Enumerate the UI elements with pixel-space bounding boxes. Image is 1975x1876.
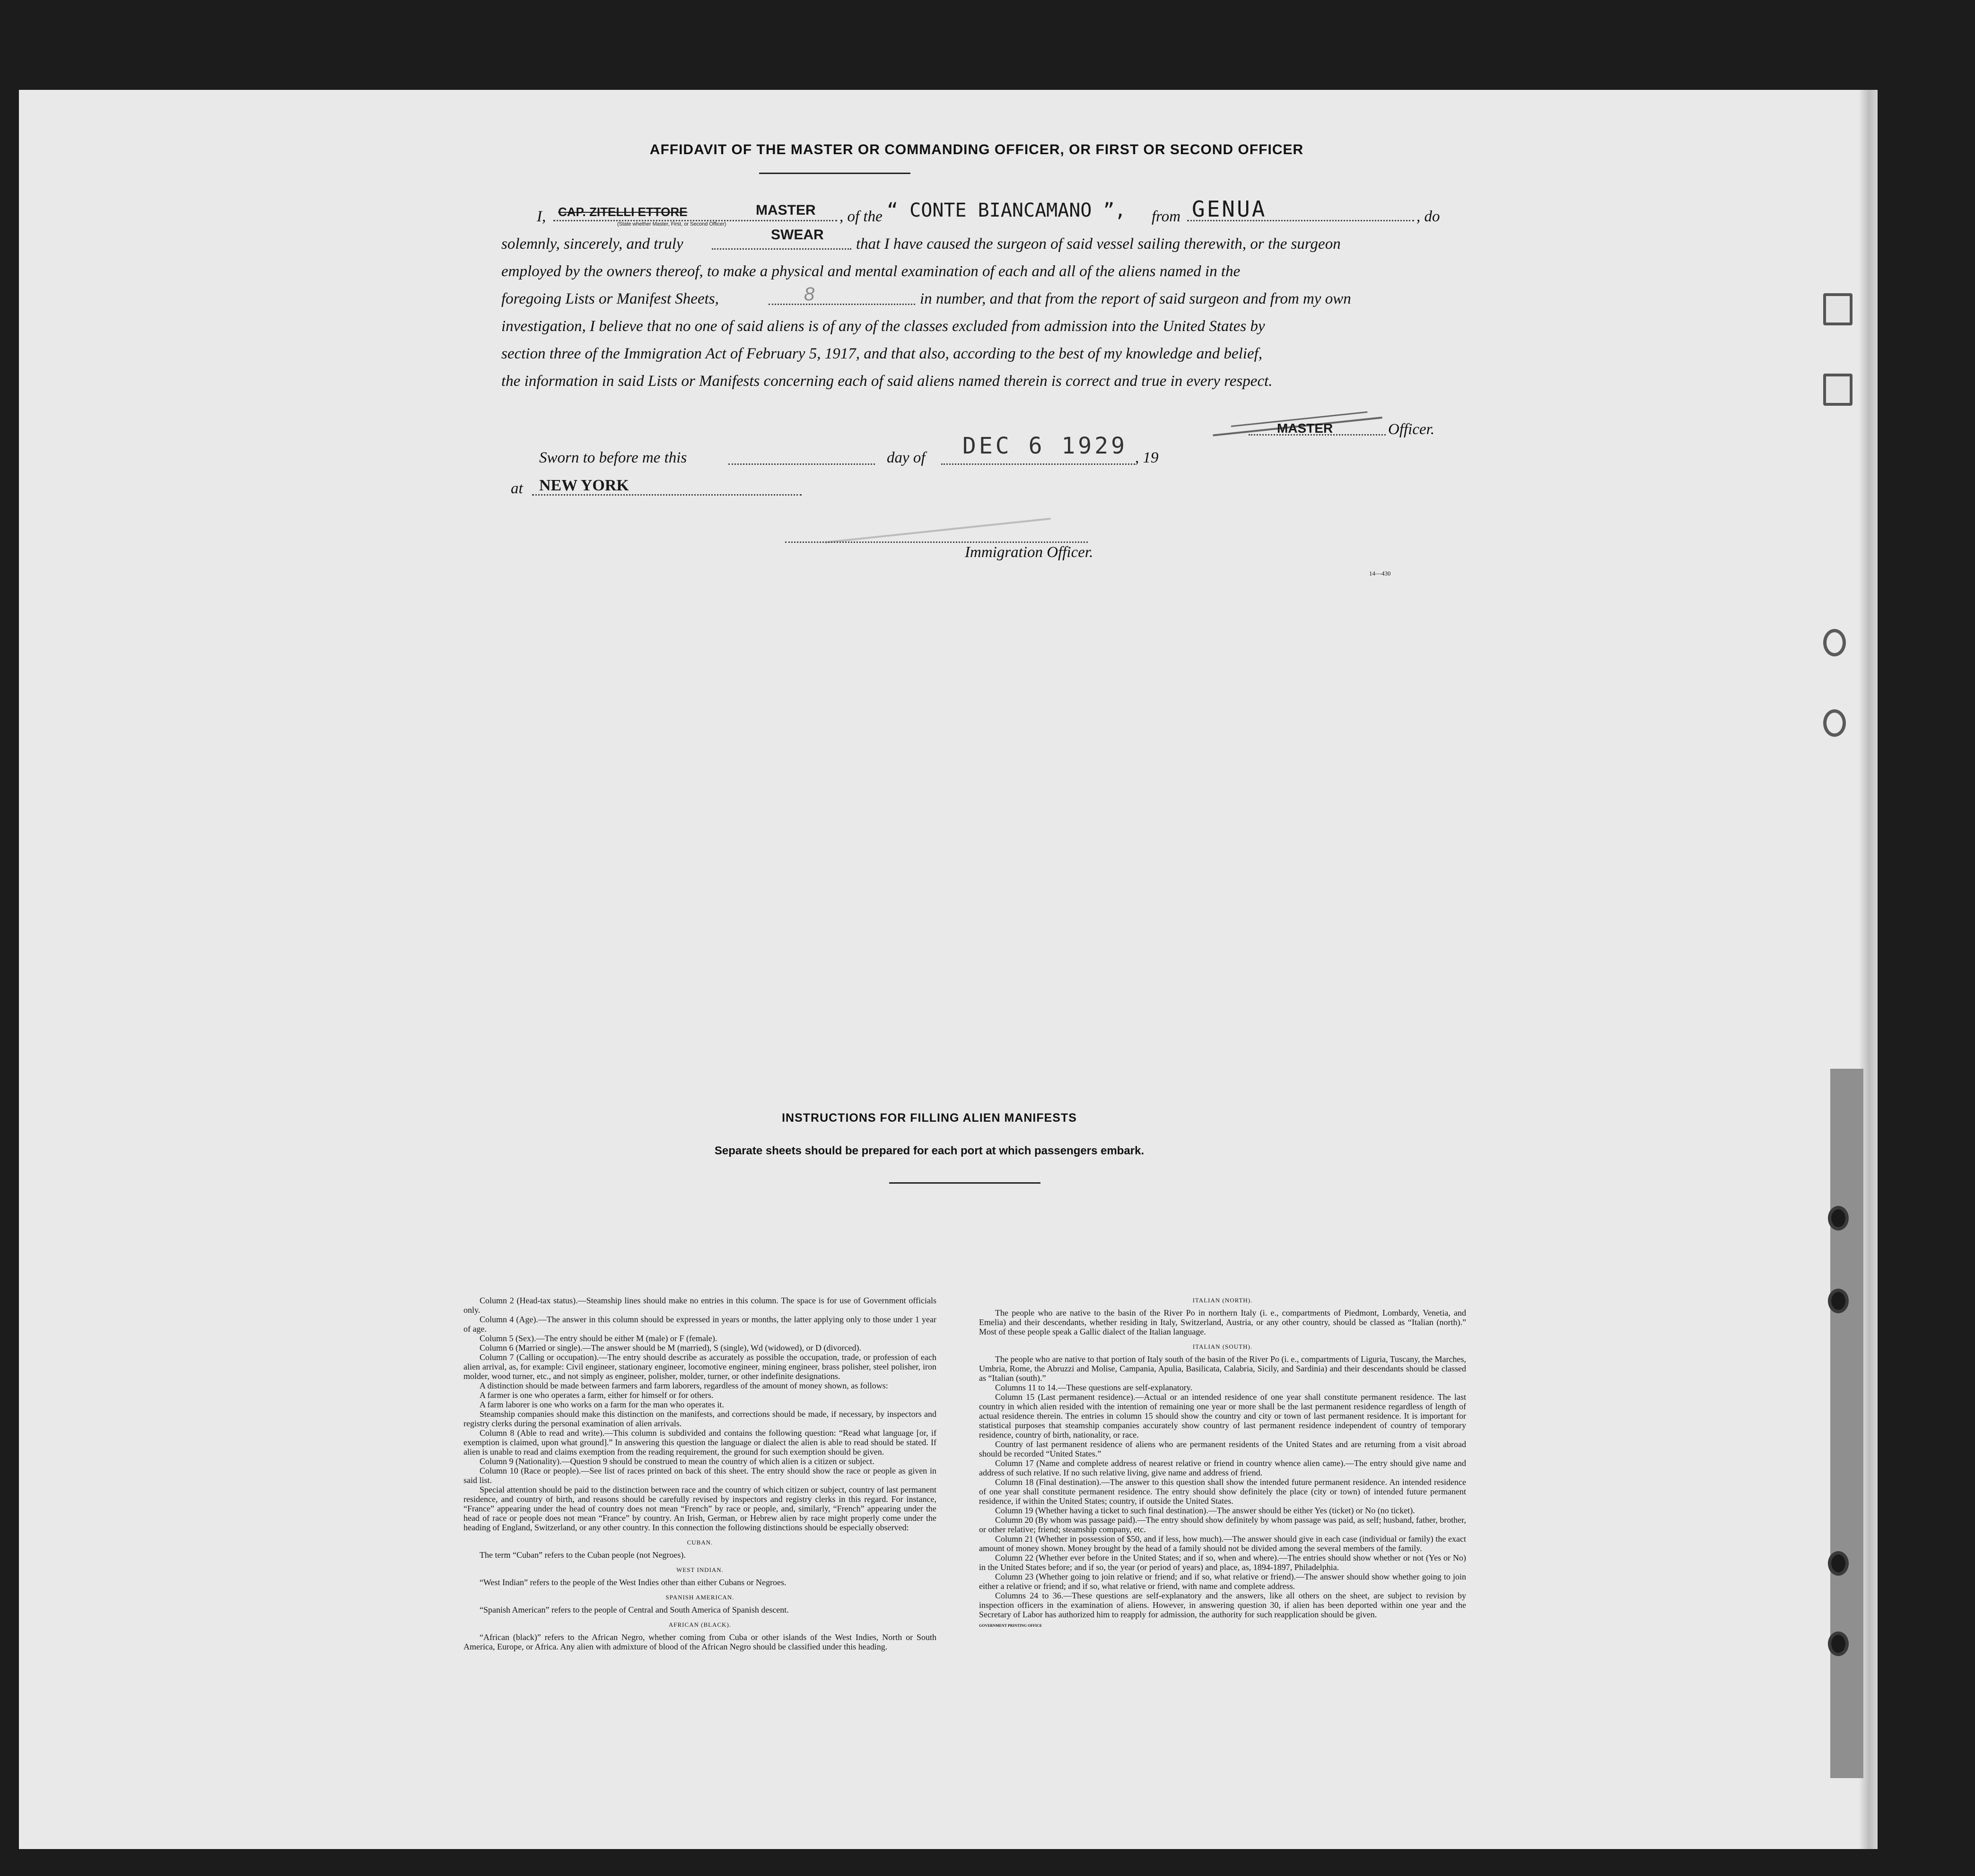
- count-dotline: [769, 304, 915, 305]
- instructions-left-column: [463, 1296, 936, 1651]
- binder-tab-2: [1823, 374, 1853, 406]
- place-stamp: NEW YORK: [539, 477, 629, 494]
- instr-col7: Column 7 (Calling or occupation).—The entry should describe as accurately as possible the occupation, trade, or profession of each alien arrival, as, for example: Civil engineer, stationary engineer, locomotive engineer, mining engineer, brass polisher, steel polisher, iron molder, wood turner, etc., and not simply as engineer, polisher, molder, turner, or other indefinite designations.: [463, 1352, 936, 1381]
- binder-hole-3: [1828, 1206, 1849, 1230]
- officer-rank-note: (State whether Master, First, or Second Officer): [617, 221, 726, 227]
- instr-italian-south: The people who are native to that portion of Italy south of the basin of the River Po (i. e., compartments of Liguria, Tuscany, the Marches, Umbria, Rome, the Abruzzi and Molise, Campania, Apulia, Basilicata, Calabria, Sicily, and Sardinia) and their descendants should be classed as “Italian (south).”: [979, 1354, 1466, 1383]
- sworn-day-dotline: [728, 463, 875, 465]
- binder-hole-4: [1828, 1289, 1849, 1313]
- immigration-dotline: [785, 541, 1088, 543]
- heading-italian-north: ITALIAN (NORTH).: [1192, 1297, 1253, 1304]
- day-of-label: day of: [887, 449, 926, 466]
- instructions-subtitle: Separate sheets should be prepared for each port at which passengers embark.: [714, 1144, 1145, 1157]
- binder-hole-5: [1828, 1551, 1849, 1576]
- instructions-title: INSTRUCTIONS FOR FILLING ALIEN MANIFESTS: [782, 1111, 1077, 1125]
- affidavit-line2-before: solemnly, sincerely, and truly: [501, 236, 683, 253]
- instr-col23: Column 23 (Whether going to join relative or friend; and if so, what relative or friend).—The answer should show whether going to join either a relative or friend; and if so, what relative or friend, with name and complete address.: [979, 1572, 1466, 1591]
- heading-african: AFRICAN (BLACK).: [668, 1621, 732, 1628]
- manifest-sheet-count: 8: [804, 284, 815, 305]
- affidavit-line4-after: in number, and that from the report of said surgeon and from my own: [920, 290, 1351, 307]
- heading-italian-south: ITALIAN (SOUTH).: [1192, 1343, 1253, 1350]
- instr-farmer: A farmer is one who operates a farm, either for himself or for others.: [480, 1390, 714, 1400]
- instr-col24-36: Columns 24 to 36.—These questions are self-explanatory and the answers, like all others on the sheet, are subject to revision by inspection officers in the examination of aliens. However, in answering question 30, if alien has been deported within one year and the Secretary of Labor has authorized him to reapply for admission, the authority for such reapplication should be given.: [979, 1591, 1466, 1619]
- heading-cuban: CUBAN.: [687, 1539, 713, 1546]
- sworn-date-dotline: [941, 463, 1135, 465]
- instr-african: “African (black)” refers to the African Negro, whether coming from Cuba or other islands of the West Indies, North or South America, Europe, or Africa. Any alien with admixture of blood of the African Negro should be classified under this heading.: [463, 1632, 936, 1651]
- instr-col18: Column 18 (Final destination).—The answer to this question shall show the intended future permanent residence. An intended residence of one year shall constitute permanent residence. The entry should show definitely the place (city or town) of intended future permanent residence, if within the United States; country, if outside the United States.: [979, 1477, 1466, 1506]
- affidavit-line7: the information in said Lists or Manifests concerning each of said aliens named therein is correct and true in every respect.: [501, 373, 1273, 390]
- manifest-page: [19, 90, 1878, 1849]
- instr-farm-distinction: A distinction should be made between farmers and farm laborers, regardless of the amount of money shown, as follows:: [480, 1381, 888, 1390]
- affidavit-line4-before: foregoing Lists or Manifest Sheets,: [501, 290, 719, 307]
- instr-col17: Column 17 (Name and complete address of nearest relative or friend in country whence alien came).—The entry should give name and address of such relative. If no such relative living, give name and address of friend.: [979, 1458, 1466, 1477]
- instr-steamship-distinction: Steamship companies should make this distinction on the manifests, and corrections should be made, if necessary, by inspectors and registry clerks during the personal examination of alien arrivals.: [463, 1409, 936, 1428]
- instructions-right-column: [979, 1296, 1466, 1631]
- instr-col5: Column 5 (Sex).—The entry should be either M (male) or F (female).: [480, 1334, 717, 1343]
- at-label: at: [511, 480, 523, 497]
- port-dotline: [1187, 220, 1414, 221]
- instr-spanish-american: “Spanish American” refers to the people of Central and South America of Spanish descent.: [480, 1605, 789, 1614]
- instr-col22: Column 22 (Whether ever before in the United States; and if so, when and where).—The entries should show whether or not (Yes or No) in the United States before; and if so, the year (or period of years) and place, as, 1894-1897, Philadelphia.: [979, 1553, 1466, 1572]
- instr-col15: Column 15 (Last permanent residence).—Actual or an intended residence of one year shall constitute permanent residence. The last country in which alien resided with the intention of remaining one year or more shall be the last permanent residence regardless of length of actual residence therein. The entries in column 15 should show the country and city or town of last permanent residence. It is important for statistical purposes that steamship companies accurately show country of last permanent residence independent of country of temporary residence, country of birth, nationality, or race.: [979, 1392, 1466, 1440]
- oath-word: SWEAR: [771, 227, 824, 243]
- instr-cuban: The term “Cuban” refers to the Cuban people (not Negroes).: [480, 1550, 686, 1560]
- instr-col11-14: Columns 11 to 14.—These questions are self-explanatory.: [995, 1383, 1193, 1392]
- affidavit-line5: investigation, I believe that no one of said aliens is of any of the classes excluded from admission into the United States by: [501, 318, 1265, 335]
- sworn-label: Sworn to before me this: [539, 449, 687, 466]
- form-number: 14—430: [1369, 570, 1391, 577]
- heading-spanish-american: SPANISH AMERICAN.: [665, 1594, 734, 1601]
- officer-label: Officer.: [1388, 421, 1435, 438]
- binder-tab-1: [1823, 293, 1853, 325]
- year-prefix: , 19: [1135, 449, 1159, 466]
- binder-hole-6: [1828, 1632, 1849, 1656]
- instr-col10: Column 10 (Race or people).—See list of races printed on back of this sheet. The entry should show the race or people as given in said list.: [463, 1466, 936, 1485]
- binder-hole-2: [1823, 709, 1846, 737]
- instr-farm-laborer: A farm laborer is one who works on a farm for the man who operates it.: [480, 1400, 724, 1409]
- immigration-officer-signature: [822, 494, 1050, 543]
- officer-rank: MASTER: [756, 202, 816, 218]
- instr-italian-north: The people who are native to the basin of the River Po in northern Italy (i. e., compartments of Piedmont, Lombardy, Venetia, and Emelia) and their descendants, whether residing in Italy, Switzerland, Austria, or any other country, should be classed as “Italian (north).” Most of these people speak a Gallic dialect of the Italian language.: [979, 1308, 1466, 1336]
- instructions-rule: [889, 1182, 1040, 1184]
- ship-name: “ CONTE BIANCAMANO ”,: [887, 200, 1126, 221]
- binder-shadow-strip: [1830, 1069, 1863, 1778]
- instr-col2: Column 2 (Head-tax status).—Steamship lines should make no entries in this column. The space is for use of Government officials only.: [463, 1296, 936, 1315]
- date-stamp: DEC 6 1929: [962, 433, 1127, 459]
- oath-dotline: [712, 248, 851, 250]
- signature-rank: MASTER: [1277, 421, 1333, 436]
- name-dotline: [553, 220, 837, 221]
- of-the-label: , of the: [839, 208, 883, 225]
- from-label: from: [1152, 208, 1181, 225]
- instr-west-indian: “West Indian” refers to the people of the West Indies other than either Cubans or Negroes.: [480, 1578, 787, 1587]
- instr-col21: Column 21 (Whether in possession of $50, and if less, how much).—The answer should give in each case (individual or family) the exact amount of money shown. Money brought by the head of a family should not be divided among the several members of the family.: [979, 1534, 1466, 1553]
- officer-name: CAP. ZITELLI ETTORE: [558, 205, 688, 219]
- heading-west-indian: WEST INDIAN.: [676, 1566, 724, 1573]
- instr-col9: Column 9 (Nationality).—Question 9 should be construed to mean the country of which alien is a citizen or subject.: [480, 1457, 874, 1466]
- instr-race-distinction: Special attention should be paid to the distinction between race and the country of which citizen or subject, country of last permanent residence, and country of birth, and reasons should be carefully revised by inspectors and registry clerks in this regard. For instance, “France” appearing under the head of country does not mean “French” by race or people, and, similarly, “French” appearing under the head of race or people does not mean “France” by country. An Irish, German, or Hebrew alien by race might properly come under the heading of England, Switzerland, or any other country. In this connection the following distinctions should be especially observed:: [463, 1485, 936, 1532]
- affidavit-line3: employed by the owners thereof, to make a physical and mental examination of each and all of the aliens named in the: [501, 263, 1241, 280]
- instr-col6: Column 6 (Married or single).—The answer should be M (married), S (single), Wd (widowed), or D (divorced).: [480, 1343, 861, 1352]
- affidavit-title-rule: [759, 173, 910, 174]
- place-dotline: [532, 494, 802, 496]
- instr-col20: Column 20 (By whom was passage paid).—The entry should show definitely by whom passage was paid, as self; husband, father, brother, or other relative; friend; steamship company, etc.: [979, 1515, 1466, 1534]
- do-label: , do: [1416, 208, 1440, 225]
- affidavit-line2-after: that I have caused the surgeon of said vessel sailing therewith, or the surgeon: [856, 236, 1341, 253]
- affidavit-line6: section three of the Immigration Act of February 5, 1917, and that also, according to the best of my knowledge and belief,: [501, 345, 1263, 362]
- instr-returning-residents: Country of last permanent residence of aliens who are permanent residents of the United States and are returning from a visit abroad should be recorded “United States.”: [979, 1440, 1466, 1458]
- instr-col4: Column 4 (Age).—The answer in this column should be expressed in years or months, the latter applying only to those under 1 year of age.: [463, 1315, 936, 1334]
- instr-col8: Column 8 (Able to read and write).—This column is subdivided and contains the following question: “Read what language [or, if exemption is claimed, upon what ground].” In answering this question the language or dialect the alien is able to read should be stated. If alien is unable to read and claims exemption from the reading requirement, the ground for such exemption should be given.: [463, 1428, 936, 1457]
- port-of-departure: GENUA: [1192, 196, 1267, 222]
- officer-dotline: [1249, 434, 1386, 436]
- binder-hole-1: [1823, 629, 1846, 656]
- immigration-officer-label: Immigration Officer.: [965, 544, 1093, 561]
- affidavit-prefix: I,: [537, 208, 546, 225]
- printer-imprint: GOVERNMENT PRINTING OFFICE: [979, 1623, 1042, 1628]
- instr-col19: Column 19 (Whether having a ticket to such final destination).—The answer should be either Yes (ticket) or No (no ticket).: [995, 1506, 1415, 1515]
- affidavit-title: AFFIDAVIT OF THE MASTER OR COMMANDING OFFICER, OR FIRST OR SECOND OFFICER: [649, 142, 1304, 157]
